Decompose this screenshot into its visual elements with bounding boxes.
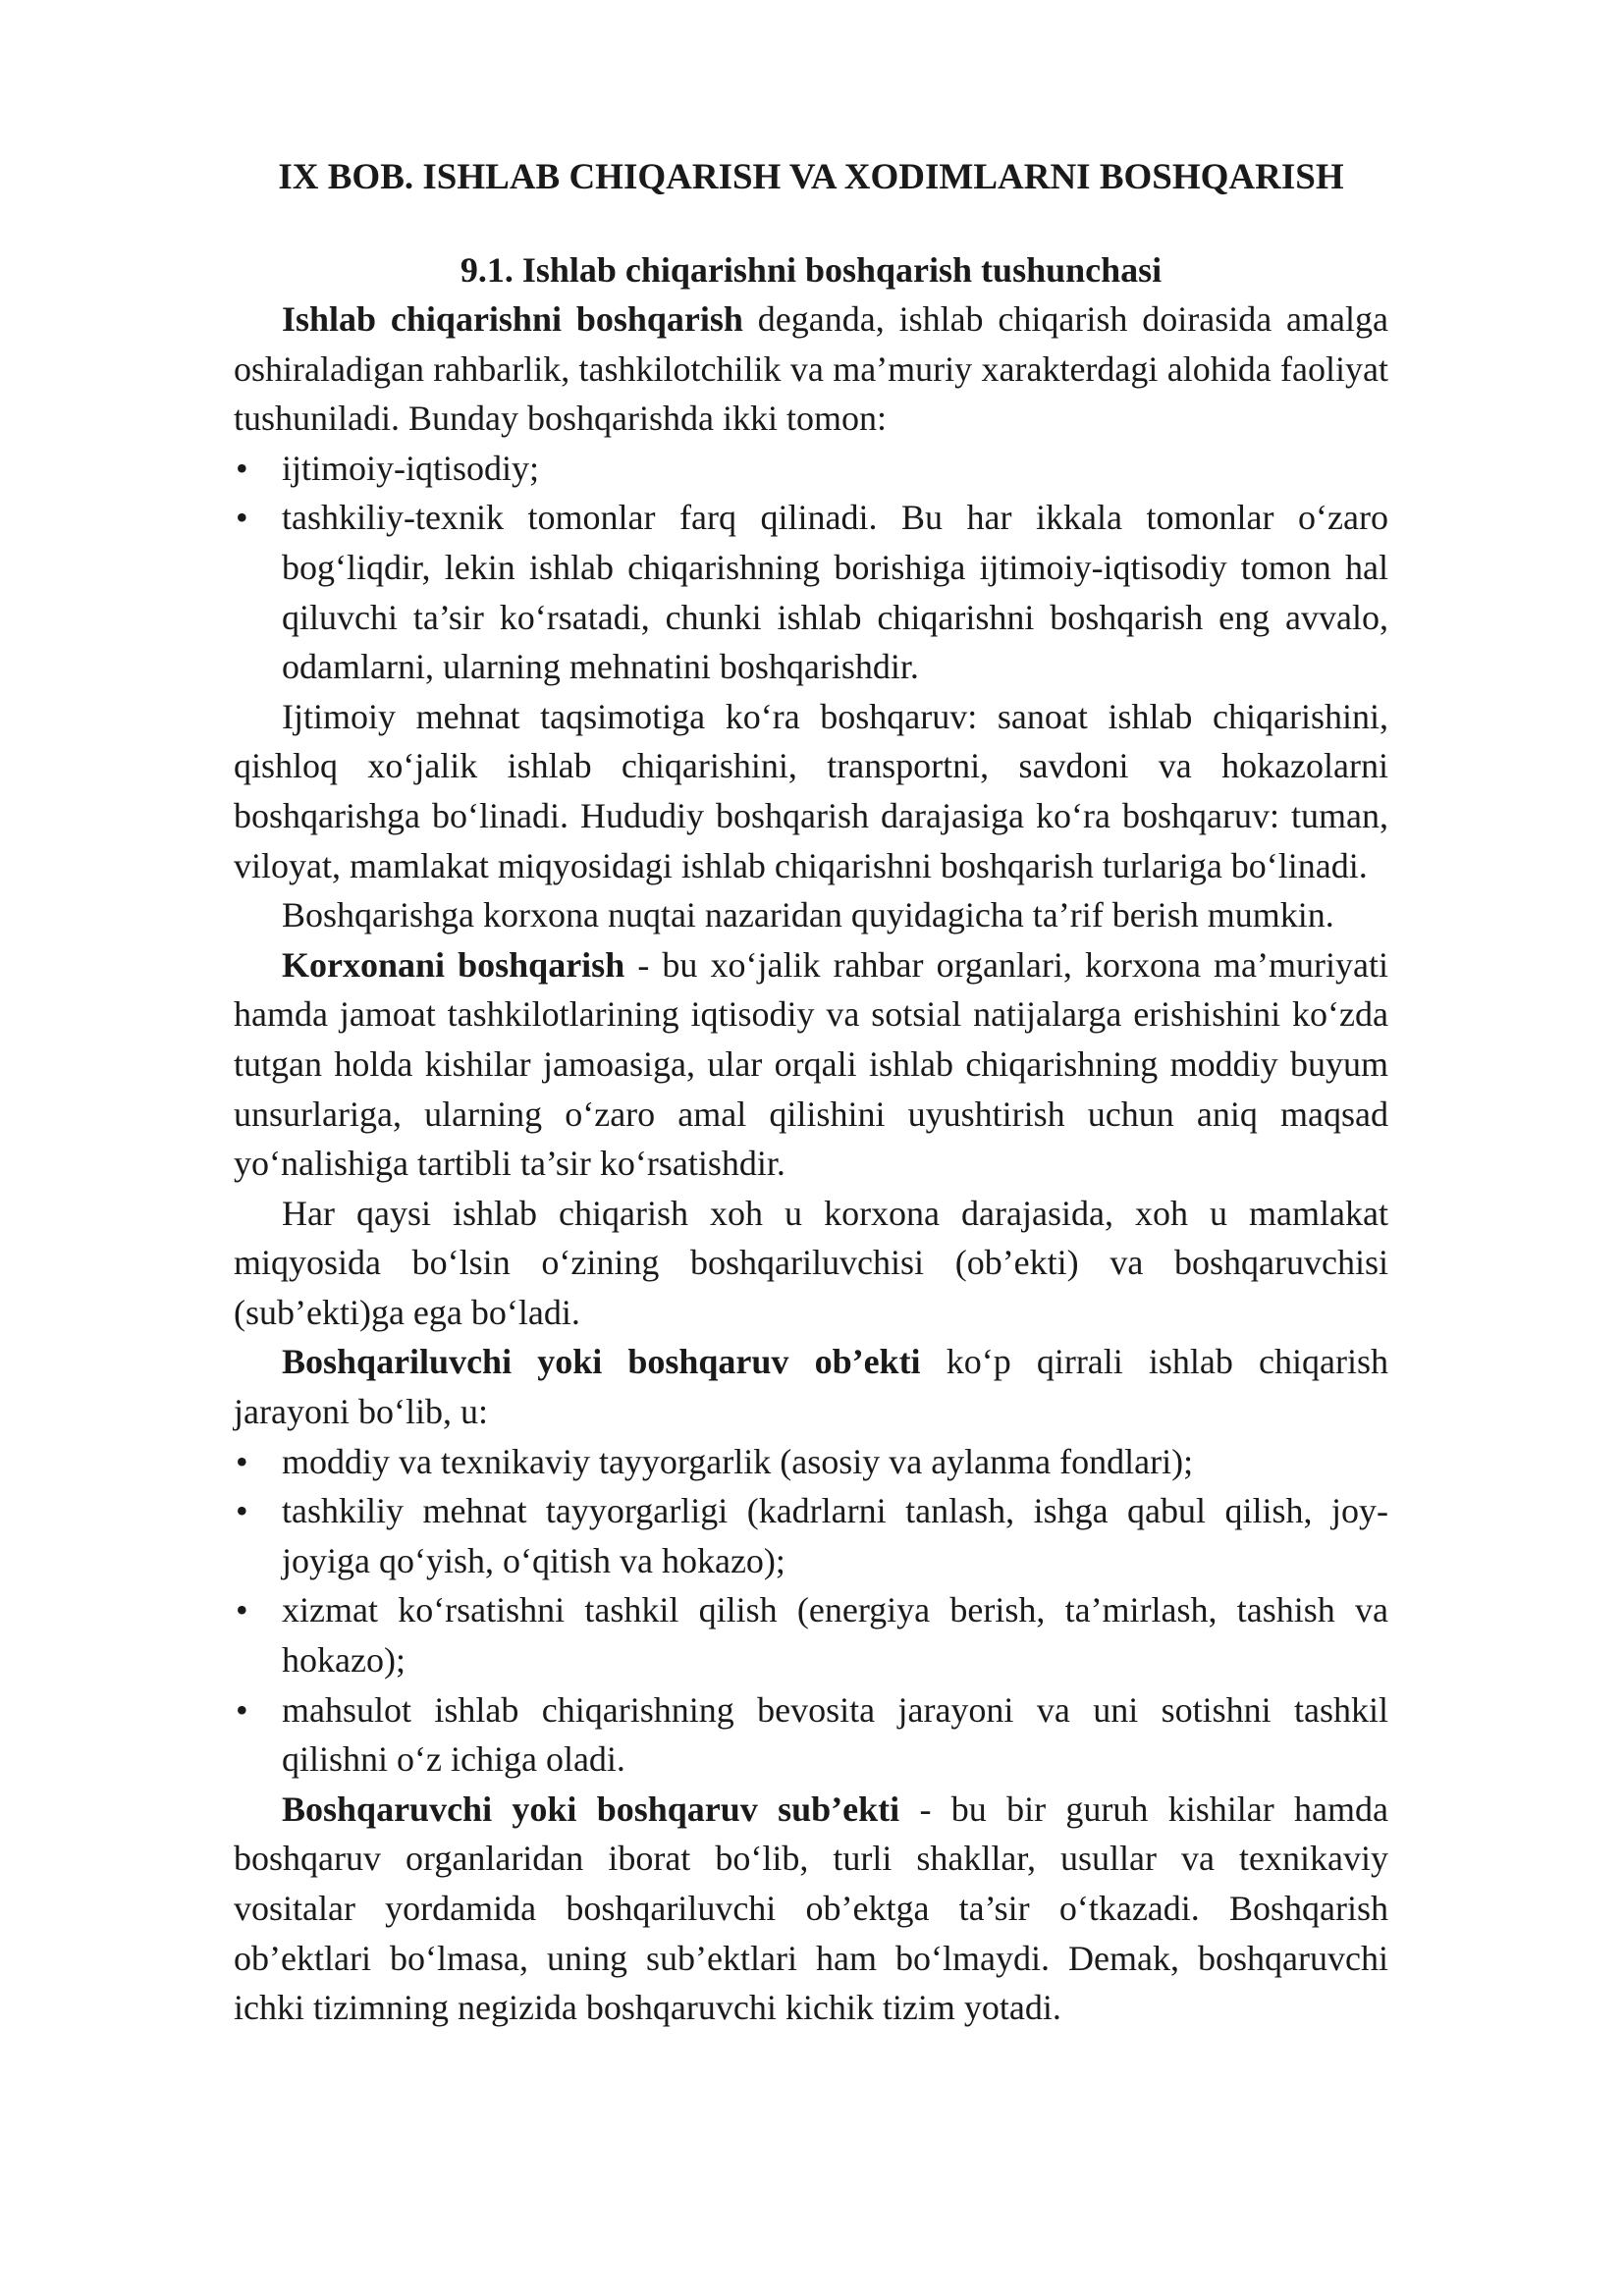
- paragraph-social-division: Ijtimoiy mehnat taqsimotiga ko‘ra boshqaruv: sanoat ishlab chiqarishini, qishloq xo‘jalik ishlab chiqarishini, transportni, savdoni va hokazolarni boshqarishga bo‘linadi. Hududiy boshqarish darajasiga ko‘ra boshqaruv: tuman, viloyat, mamlakat miqyosidagi ishlab chiqarishni boshqarish turlariga bo‘linadi.: [234, 696, 1388, 885]
- paragraph-management-object: [234, 1337, 1388, 1436]
- list-item: [234, 1486, 1388, 1585]
- document-page: [234, 153, 1388, 2033]
- list-item: [234, 493, 1388, 691]
- bullet-list-sides: [234, 444, 1388, 692]
- paragraph-text: - bu xo‘jalik rahbar organlari, korxona ma’muriyati hamda jamoat tashkilotlarining iqtisodiy va sotsial natijalarga erishishini ko‘zda tutgan holda kishilar jamoasiga, ular orqali ishlab chiqarishning moddiy buyum unsurlariga, ularning o‘zaro amal qilishini uyushtirish uchun aniq maqsad yo‘nalishiga tartibli ta’sir ko‘rsatishdir.: [234, 944, 1388, 1184]
- bullet-list-object-components: [234, 1437, 1388, 1785]
- list-item: [234, 444, 1388, 494]
- list-item-text: ijtimoiy-iqtisodiy;: [282, 448, 540, 488]
- bullet-icon: •: [236, 1491, 248, 1531]
- list-item-text: xizmat ko‘rsatishni tashkil qilish (energiya berish, ta’mirlash, tashish va hokazo);: [282, 1590, 1388, 1681]
- paragraph-enterprise-management: [234, 940, 1388, 1189]
- list-item-text: moddiy va texnikaviy tayyorgarlik (asosiy va aylanma fondlari);: [282, 1441, 1194, 1481]
- bold-term: Ishlab chiqarishni boshqarish: [282, 299, 743, 339]
- list-item: [234, 1437, 1388, 1487]
- bold-term: Korxonani boshqarish: [282, 944, 625, 985]
- list-item-text: tashkiliy mehnat tayyorgarligi (kadrlarni tanlash, ishga qabul qilish, joy-joyiga qo‘yish, o‘qitish va hokazo);: [282, 1491, 1388, 1580]
- paragraph-definition-production-management: [234, 294, 1388, 444]
- bullet-icon: •: [236, 1441, 248, 1481]
- list-item: [234, 1685, 1388, 1785]
- chapter-title: IX BOB. ISHLAB CHIQARISH VA XODIMLARNI BOSHQARISH: [278, 157, 1344, 197]
- bullet-icon: •: [236, 1689, 248, 1730]
- list-item-text: mahsulot ishlab chiqarishning bevosita jarayoni va uni sotishni tashkil qilishni o‘z ichiga oladi.: [282, 1689, 1388, 1780]
- paragraph-text: - bu bir guruh kishilar hamda boshqaruv organlaridan iborat bo‘lib, turli shakllar, usullar va texnikaviy vositalar yordamida boshqariluvchi ob’ektga ta’sir o‘tkazadi. Boshqarish ob’ektlari bo‘lmasa, uning sub’ektlari ham bo‘lmaydi. Demak, boshqaruvchi ichki tizimning negizida boshqaruvchi kichik tizim yotadi.: [234, 1789, 1388, 2028]
- bold-term: Boshqaruvchi yoki boshqaruv sub’ekti: [282, 1789, 900, 1829]
- paragraph-object-subject: Har qaysi ishlab chiqarish xoh u korxona darajasida, xoh u mamlakat miqyosida bo‘lsin o‘zining boshqariluvchisi (ob’ekti) va boshqaruvchisi (sub’ekti)ga ega bo‘ladi.: [234, 1193, 1388, 1332]
- paragraph-text: deganda, ishlab chiqarish doirasida amalga oshiraladigan rahbarlik, tashkilotchilik va ma’muriy xarakterdagi alohida faoliyat tushuniladi. Bunday boshqarishda ikki tomon:: [234, 299, 1388, 439]
- paragraph-text: ko‘p qirrali ishlab chiqarish jarayoni bo‘lib, u:: [234, 1342, 1389, 1432]
- paragraph-enterprise-definition-intro: Boshqarishga korxona nuqtai nazaridan quyidagicha ta’rif berish mumkin.: [282, 895, 1334, 935]
- list-item: [234, 1585, 1388, 1684]
- list-item-text: tashkiliy-texnik tomonlar farq qilinadi. Bu har ikkala tomonlar o‘zaro bog‘liqdir, lekin ishlab chiqarishning borishiga ijtimoiy-iqtisodiy tomon hal qiluvchi ta’sir ko‘rsatadi, chunki ishlab chiqarishni boshqarish eng avvalo, odamlarni, ularning mehnatini boshqarishdir.: [282, 498, 1388, 687]
- bullet-icon: •: [236, 1590, 248, 1630]
- section-title: 9.1. Ishlab chiqarishni boshqarish tushunchasi: [460, 250, 1163, 290]
- bullet-icon: •: [236, 498, 248, 538]
- bold-term: Boshqariluvchi yoki boshqaruv ob’ekti: [282, 1342, 921, 1382]
- paragraph-management-subject: [234, 1785, 1388, 2033]
- bullet-icon: •: [236, 448, 248, 488]
